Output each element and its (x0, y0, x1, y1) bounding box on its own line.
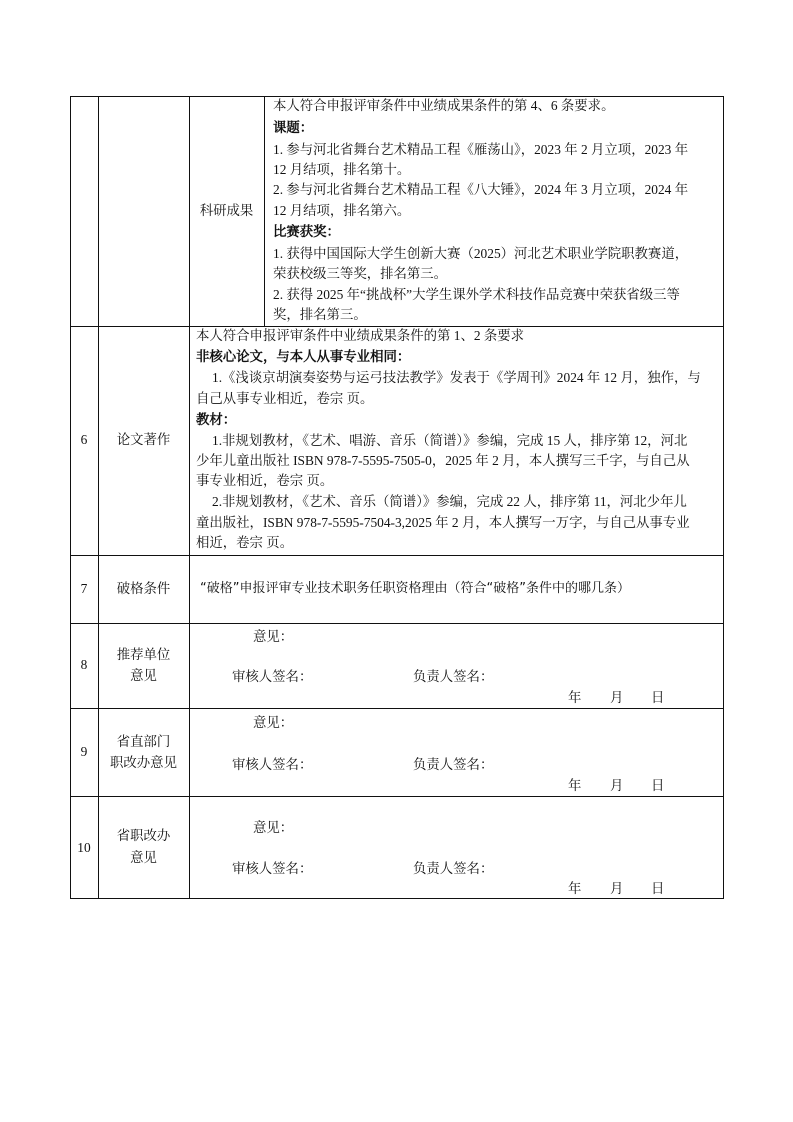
date-day: 日 (651, 778, 665, 793)
row-number: 8 (80, 657, 88, 672)
date-day: 日 (651, 690, 665, 705)
provincial-office-category: 意见 (130, 850, 157, 865)
research-category: 科研成果 (199, 203, 254, 218)
date-month: 月 (610, 881, 624, 896)
research-line: 本人符合申报评审条件中业绩成果条件的第 4、6 条要求。 (273, 98, 615, 113)
opinion-label: 意见： (253, 629, 294, 644)
papers-line: 少年儿童出版社 ISBN 978-7-5595-7505-0，2025 年 2 月，本人撰写三千字，与自己从 (196, 453, 690, 468)
reviewer-signature-label: 审核人签名： (232, 669, 313, 684)
research-line: 2. 获得 2025 年“挑战杯”大学生课外学术科技作品竞赛中荣获省级三等 (273, 287, 680, 302)
row-number: 9 (80, 744, 88, 759)
research-line: 12 月结项，排名第六。 (273, 203, 411, 218)
research-line: 奖，排名第三。 (273, 307, 367, 322)
papers-category: 论文著作 (116, 432, 171, 447)
papers-line: 1.《浅谈京胡演奏姿势与运弓技法教学》发表于《学周刊》2024 年 12 月，独作，与 (212, 370, 701, 385)
date-year: 年 (568, 778, 582, 793)
research-line: 1. 获得中国国际大学生创新大赛（2025）河北艺术职业学院职教赛道， (273, 246, 689, 261)
date-month: 月 (610, 690, 624, 705)
recommend-category: 意见 (130, 668, 157, 683)
papers-line: 自己从事专业相近，卷宗 页。 (196, 391, 374, 406)
row-number: 10 (77, 840, 91, 855)
date-month: 月 (610, 778, 624, 793)
recommend-category: 推荐单位 (116, 647, 171, 662)
date-day: 日 (651, 881, 665, 896)
reviewer-signature-label: 审核人签名： (232, 757, 313, 772)
responsible-signature-label: 负责人签名： (413, 861, 494, 876)
reviewer-signature-label: 审核人签名： (232, 861, 313, 876)
row-number: 6 (80, 432, 88, 447)
exception-reason: “破格”申报评审专业技术职务任职资格理由（符合“破格”条件中的哪几条） (200, 581, 630, 596)
research-line: 荣获校级三等奖，排名第三。 (273, 266, 448, 281)
papers-line: 1.非规划教材，《艺术、唱游、音乐（简谱）》参编，完成 15 人，排序第 12，河北 (212, 433, 688, 448)
papers-subheading: 非核心论文，与本人从事专业相同： (196, 349, 411, 364)
research-subheading: 比赛获奖： (273, 224, 340, 239)
exception-category: 破格条件 (116, 581, 171, 596)
papers-line: 相近，卷宗 页。 (196, 535, 294, 550)
research-line: 2. 参与河北省舞台艺术精品工程《八大锤》，2024 年 3 月立项，2024 年 (273, 182, 689, 197)
papers-subheading: 教材： (196, 412, 237, 427)
provincial-dept-category: 省直部门 (116, 734, 171, 749)
opinion-label: 意见： (253, 820, 294, 835)
papers-line: 2.非规划教材，《艺术、音乐（简谱）》参编，完成 22 人，排序第 11，河北少年儿 (212, 494, 687, 509)
date-year: 年 (568, 881, 582, 896)
provincial-office-category: 省职改办 (116, 828, 171, 843)
research-subheading: 课题： (273, 120, 314, 135)
papers-line: 童出版社，ISBN 978-7-5595-7504-3,2025 年 2 月，本人撰写一万字，与自己从事专业 (196, 515, 690, 530)
responsible-signature-label: 负责人签名： (413, 757, 494, 772)
responsible-signature-label: 负责人签名： (413, 669, 494, 684)
papers-line: 事专业相近，卷宗 页。 (196, 473, 334, 488)
research-line: 1. 参与河北省舞台艺术精品工程《雁荡山》，2023 年 2 月立项，2023 年 (273, 142, 689, 157)
research-line: 12 月结项，排名第十。 (273, 162, 411, 177)
opinion-label: 意见： (253, 715, 294, 730)
papers-line: 本人符合申报评审条件中业绩成果条件的第 1、2 条要求 (196, 328, 525, 343)
provincial-dept-category: 职改办意见 (110, 755, 177, 770)
row-number: 7 (80, 581, 88, 596)
date-year: 年 (568, 690, 582, 705)
